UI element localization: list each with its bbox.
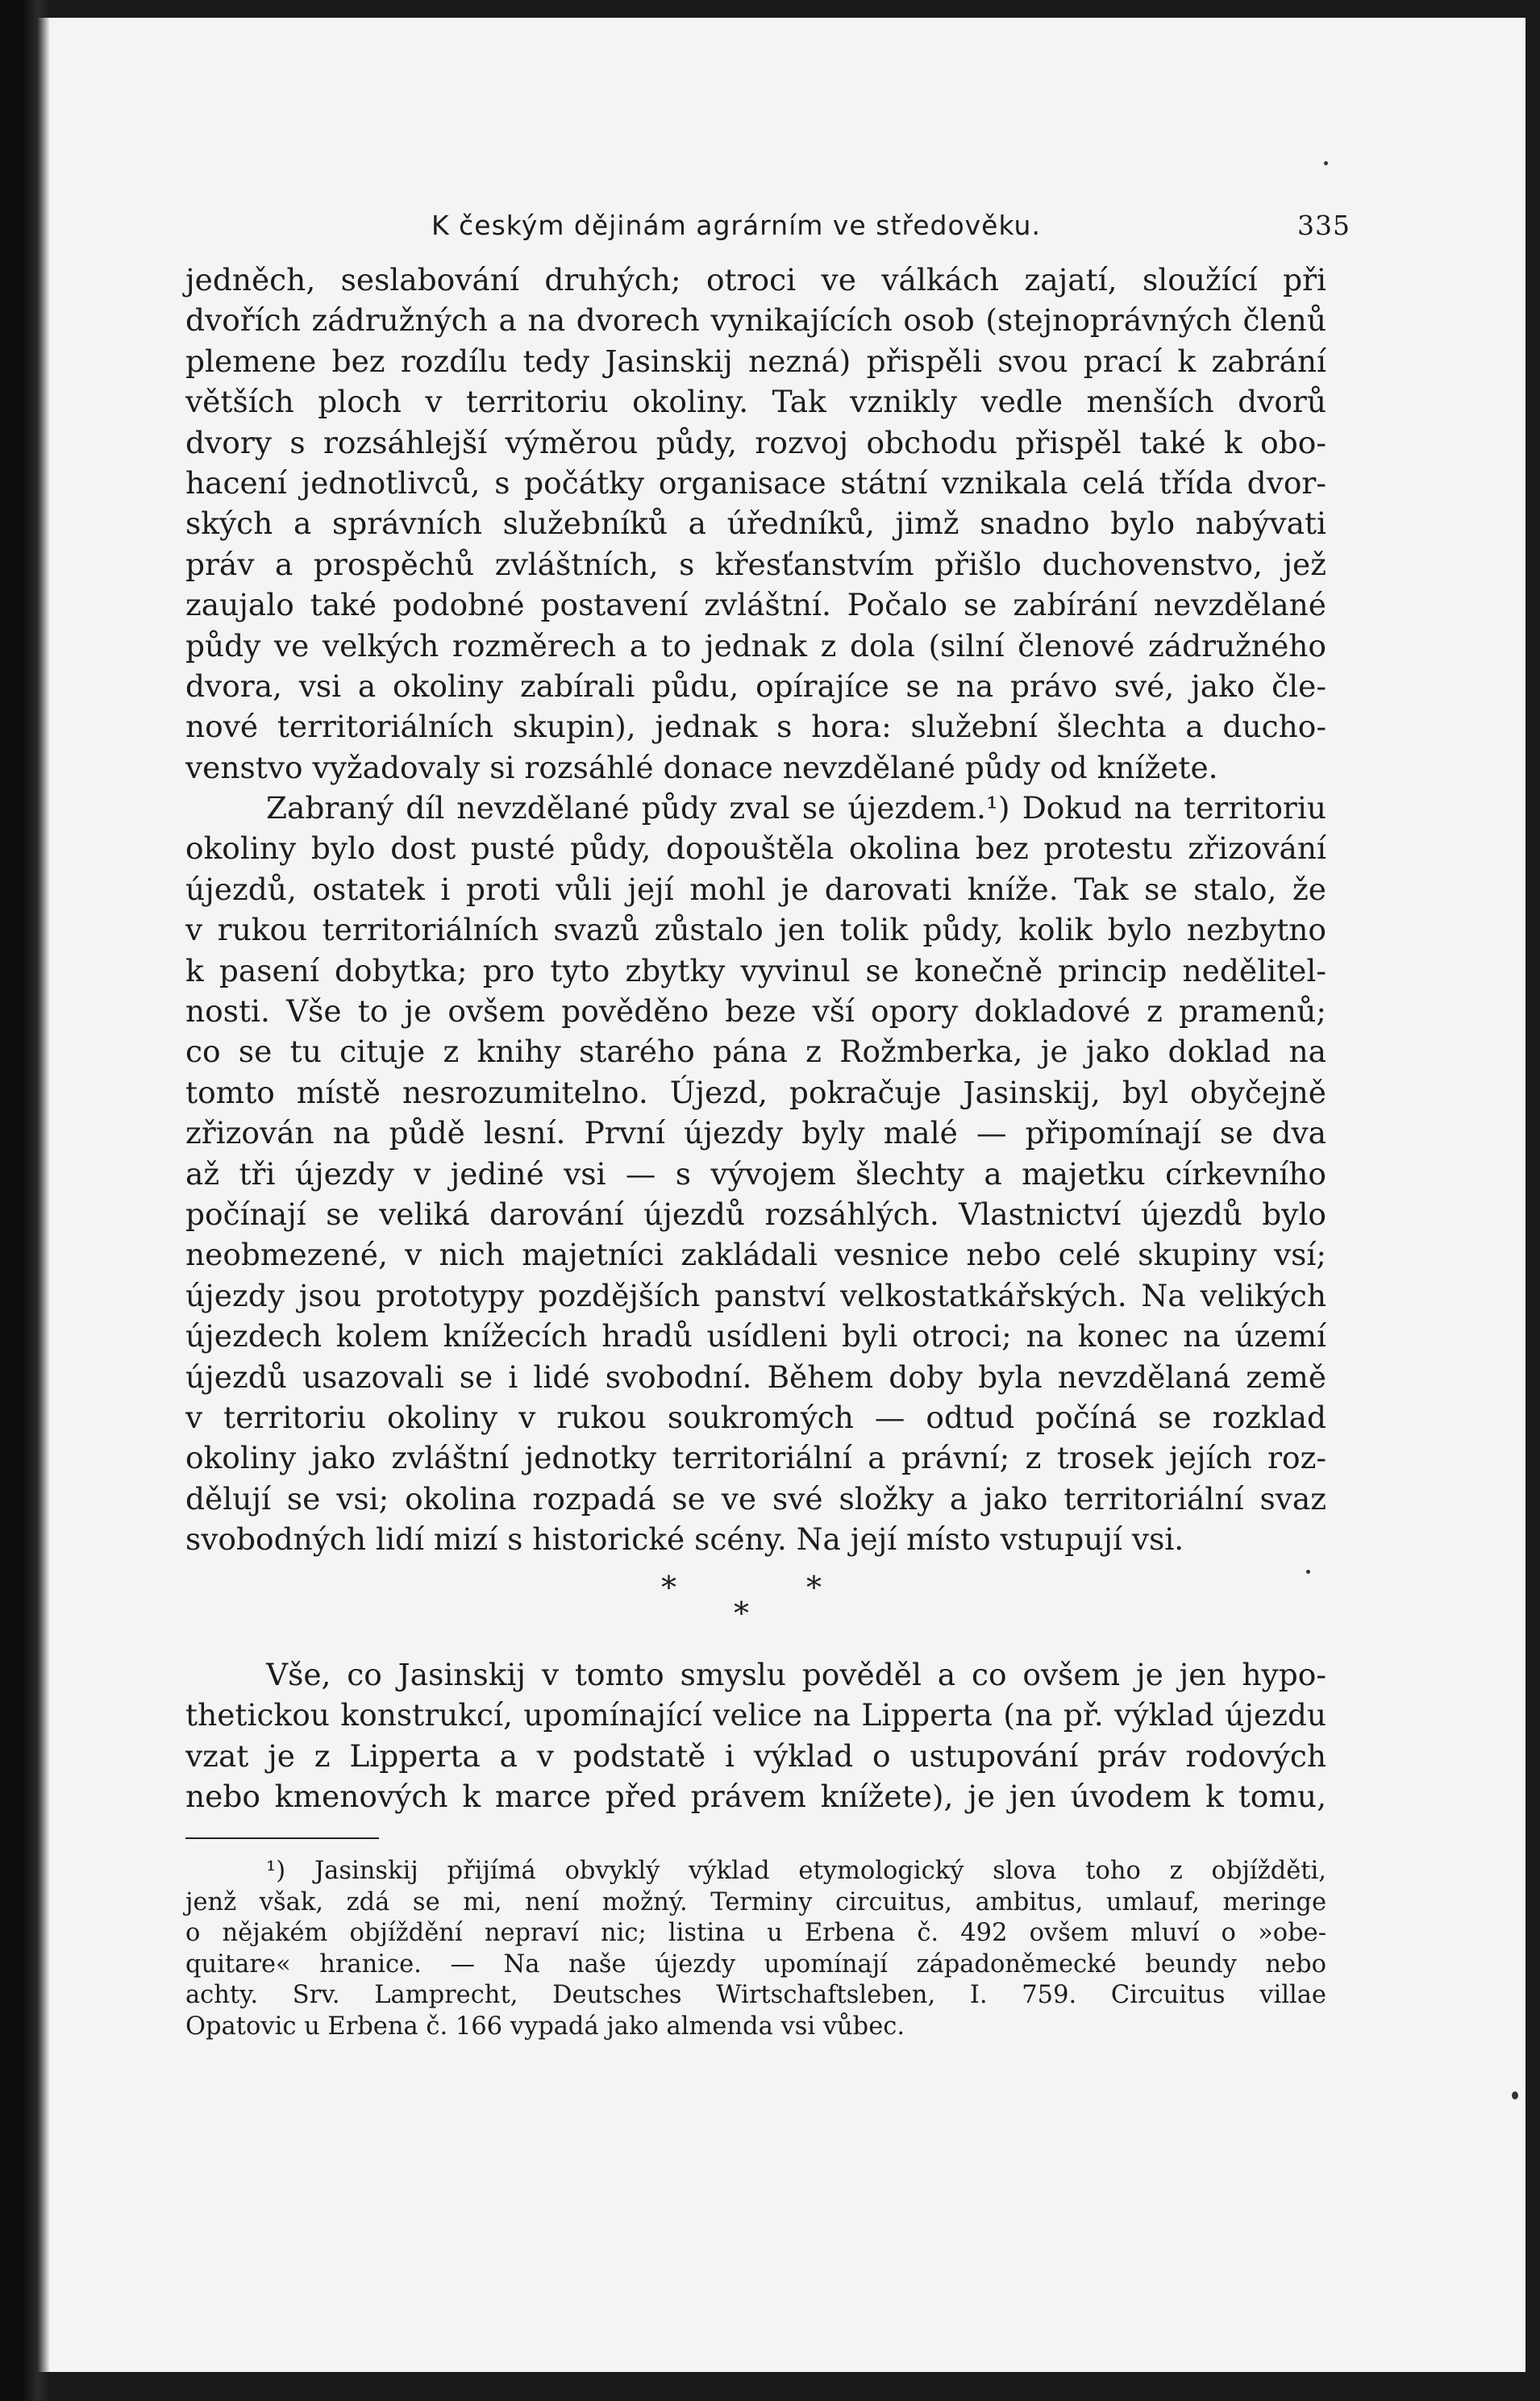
footnote	[185, 1856, 1326, 2043]
footnote-line: achty. Srv. Lamprecht, Deutsches Wirtschaftsleben, I. 759. Circuitus villae	[185, 1981, 1326, 2010]
text-line: újezdy jsou prototypy pozdějších panství velkostatkářských. Na velikých	[185, 1277, 1326, 1313]
text-line: větších ploch v territoriu okoliny. Tak vznikly vedle menších dvorů	[185, 384, 1326, 420]
footnote-rule	[185, 1837, 379, 1839]
text-line: thetickou konstrukcí, upomínající velice na Lipperta (na př. výklad újezdu	[185, 1697, 1326, 1733]
running-header	[431, 210, 1351, 241]
text-line: co se tu cituje z knihy starého pána z Rožmberka, je jako doklad na	[185, 1034, 1326, 1070]
text-line: Vše, co Jasinskij v tomto smyslu pověděl a co ovšem je jen hypo-	[266, 1657, 1326, 1692]
text-line: újezdech kolem knížecích hradů usídleni byli otroci; na konec na území	[185, 1318, 1326, 1354]
text-line: tomto místě nesrozumitelno. Újezd, pokračuje Jasinskij, byl obyčejně	[185, 1074, 1326, 1110]
print-speck	[1306, 1570, 1310, 1574]
text-line: počínají se veliká darování újezdů rozsáhlých. Vlastnictví újezdů bylo	[185, 1196, 1326, 1232]
asterisk: *	[661, 1570, 676, 1605]
text-line: dvořích zádružných a na dvorech vynikajících osob (stejnoprávných členů	[185, 302, 1326, 339]
text-line: újezdů, ostatek i proti vůli její mohl je darovati kníže. Tak se stalo, že	[185, 871, 1326, 907]
body-text	[185, 260, 1326, 1560]
text-line: ských a správních služebníků a úředníků, jimž snadno bylo nabývati	[185, 506, 1326, 542]
text-line: újezdů usazovali se i lidé svobodní. Během doby byla nevzdělaná země	[185, 1359, 1326, 1395]
footnote-line: o nějakém objíždění nepraví nic; listina u Erbena č. 492 ovšem mluví o »obe-	[185, 1919, 1326, 1948]
page-number: 335	[1297, 210, 1351, 241]
text-line: Zabraný díl nevzdělané půdy zval se újezdem.¹) Dokud na territoriu	[266, 790, 1326, 826]
book-page	[24, 18, 1525, 2372]
asterisk: *	[806, 1570, 822, 1605]
text-line: vzat je z Lipperta a v podstatě i výklad o ustupování práv rodových	[185, 1737, 1326, 1774]
page-edge-shadow	[0, 0, 50, 2401]
text-line: svobodných lidí mizí s historické scény. Na její místo vstupují vsi.	[185, 1521, 1184, 1558]
print-speck	[1512, 2091, 1518, 2099]
text-line: hacení jednotlivců, s počátky organisace státní vznikala celá třída dvor-	[185, 464, 1326, 501]
print-speck	[1324, 161, 1328, 165]
text-line: nové territoriálních skupin), jednak s hora: služební šlechta a ducho-	[185, 709, 1326, 745]
asterisk: *	[734, 1596, 749, 1631]
running-title: K českým dějinám agrárním ve středověku.	[431, 210, 1041, 241]
text-line: dvora, vsi a okoliny zabírali půdu, opírajíce se na právo své, jako čle-	[185, 668, 1326, 704]
text-line: práv a prospěchů zvláštních, s křesťanstvím přišlo duchovenstvo, jež	[185, 546, 1326, 582]
text-line: nosti. Vše to je ovšem pověděno beze vší opory dokladové z pramenů;	[185, 993, 1326, 1030]
text-line: až tři újezdy v jediné vsi — s vývojem šlechty a majetku církevního	[185, 1155, 1326, 1192]
text-line: k pasení dobytka; pro tyto zbytky vyvinul se konečně princip nedělitel-	[185, 952, 1326, 988]
text-line: zaujalo také podobné postavení zvláštní. Počalo se zabírání nevzdělané	[185, 587, 1326, 623]
text-line: plemene bez rozdílu tedy Jasinskij nezná) přispěli svou prací k zabrání	[185, 343, 1326, 379]
body-text-continued	[185, 1654, 1326, 1817]
footnote-line: jenž však, zdá se mi, není možný. Terminy circuitus, ambitus, umlauf, meringe	[185, 1887, 1326, 1916]
footnote-line: Opatovic u Erbena č. 166 vypadá jako almenda vsi vůbec.	[185, 2012, 905, 2041]
section-separator	[661, 1570, 822, 1631]
text-line: v territoriu okoliny v rukou soukromých — odtud počíná se rozklad	[185, 1399, 1326, 1435]
text-line: dělují se vsi; okolina rozpadá se ve své složky a jako territoriální svaz	[185, 1480, 1326, 1517]
footnote-line: ¹) Jasinskij přijímá obvyklý výklad etymologický slova toho z objížděti,	[266, 1857, 1326, 1885]
text-line: zřizován na půdě lesní. První újezdy byly malé — připomínají se dva	[185, 1115, 1326, 1151]
text-line: venstvo vyžadovaly si rozsáhlé donace nevzdělané půdy od knížete.	[185, 749, 1218, 785]
text-line: jedněch, seslabování druhých; otroci ve válkách zajatí, sloužící při	[185, 262, 1326, 298]
text-line: dvory s rozsáhlejší výměrou půdy, rozvoj obchodu přispěl také k obo-	[185, 424, 1326, 460]
text-line: nebo kmenových k marce před právem knížete), je jen úvodem k tomu,	[185, 1779, 1326, 1815]
text-line: v rukou territoriálních svazů zůstalo jen tolik půdy, kolik bylo nezbytno	[185, 912, 1326, 948]
text-line: okoliny bylo dost pusté půdy, dopouštěla okolina bez protestu zřizování	[185, 830, 1326, 867]
text-line: okoliny jako zvláštní jednotky territoriální a právní; z trosek jejích roz-	[185, 1440, 1326, 1476]
text-line: neobmezené, v nich majetníci zakládali vesnice nebo celé skupiny vsí;	[185, 1237, 1326, 1273]
footnote-line: quitare« hranice. — Na naše újezdy upomínají západoněmecké beundy nebo	[185, 1950, 1326, 1979]
text-line: půdy ve velkých rozměrech a to jednak z dola (silní členové zádružného	[185, 627, 1326, 664]
